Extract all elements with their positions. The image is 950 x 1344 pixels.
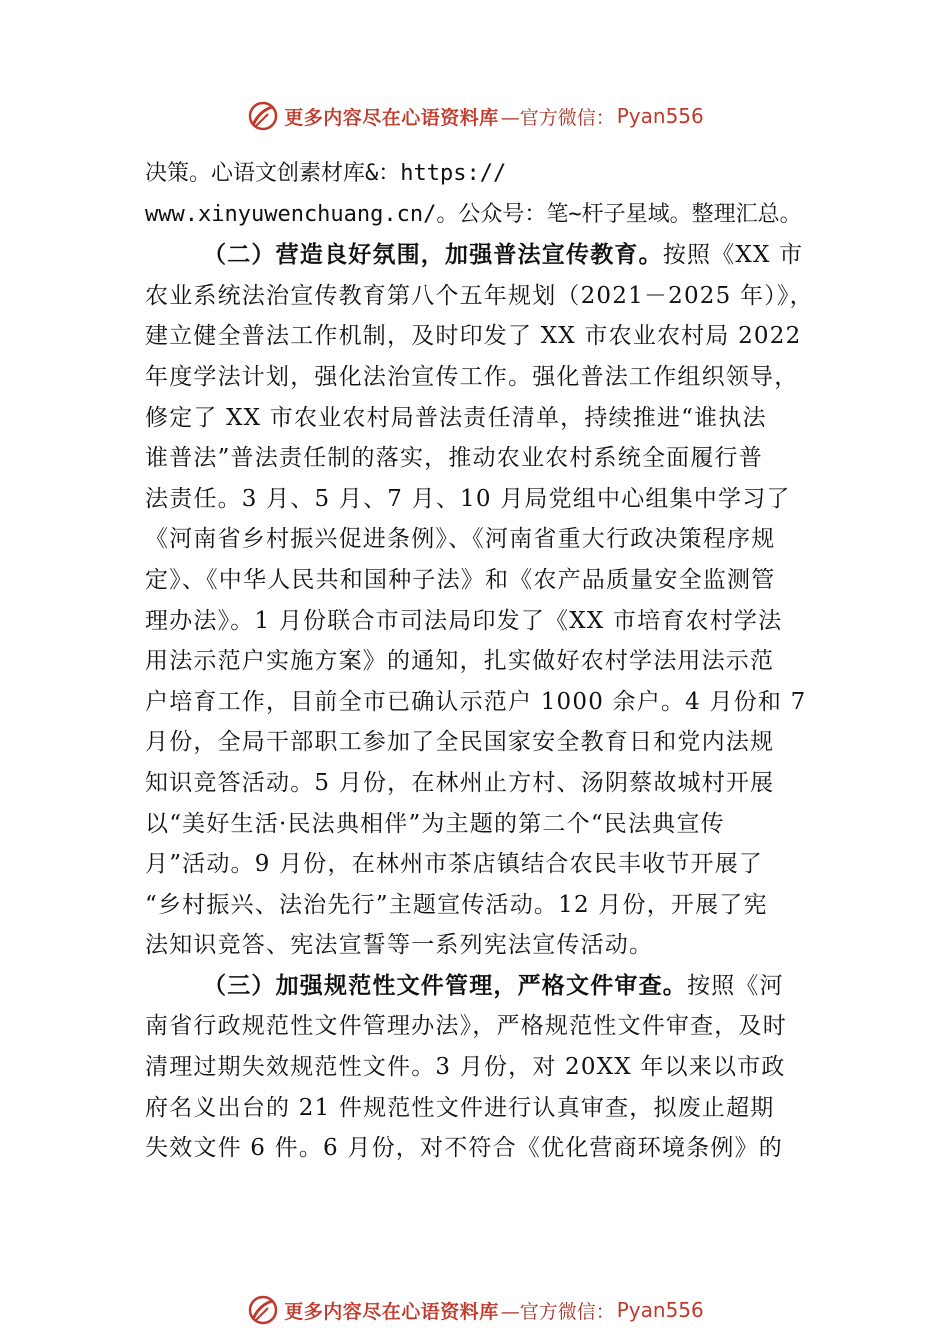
text-line: 建立健全普法工作机制，及时印发了 XX 市农业农村局 2022 bbox=[145, 323, 802, 350]
text-line: 农业系统法治宣传教育第八个五年规划（2021－2025 年）》， bbox=[145, 282, 814, 309]
text-line: 修定了 XX 市农业农村局普法责任清单，持续推进“谁执法 bbox=[145, 404, 767, 431]
text-line: 南省行政规范性文件管理办法》，严格规范性文件审查，及时 bbox=[145, 1013, 787, 1040]
header-watermark bbox=[0, 96, 950, 136]
section-2-first-line bbox=[145, 235, 810, 276]
text-line: 以“美好生活·民法典相伴”为主题的第二个“民法典宣传 bbox=[145, 810, 725, 837]
footer-watermark bbox=[0, 1290, 950, 1330]
document-body bbox=[145, 154, 814, 1169]
section-3-first-line bbox=[145, 966, 810, 1007]
text-line: 理办法》。1 月份联合市司法局印发了《XX 市培育农村学法 bbox=[145, 607, 783, 634]
text-line: 月份，全局干部职工参加了全民国家安全教育日和党内法规 bbox=[145, 729, 775, 756]
section-3-heading: （三）加强规范性文件管理，严格文件审查。 bbox=[203, 971, 687, 999]
header-wechat-id: Pyan556 bbox=[616, 104, 704, 128]
footer-site-name: 更多内容尽在心语资料库 bbox=[284, 1300, 499, 1323]
text-line: www.xinyuwenchuang.cn/。公众号：笔~杆子星域。整理汇总。 bbox=[145, 201, 802, 227]
text-line: 决策。心语文创素材库&：https:// bbox=[145, 161, 507, 186]
text-line: 府名义出台的 21 件规范性文件进行认真审查，拟废止超期 bbox=[145, 1094, 775, 1121]
text-line: 月”活动。9 月份，在林州市茶店镇结合农民丰收节开展了 bbox=[145, 851, 764, 878]
text-span: 按照《XX 市 bbox=[662, 242, 804, 269]
text-line: 用法示范户实施方案》的通知，扎实做好农村学法用法示范 bbox=[145, 648, 775, 675]
text-line: “乡村振兴、法治先行”主题宣传活动。12 月份，开展了宪 bbox=[145, 891, 768, 918]
text-line: 定》、《中华人民共和国种子法》和《农产品质量安全监测管 bbox=[145, 566, 776, 593]
text-line: 年度学法计划，强化法治宣传工作。强化普法工作组织领导， bbox=[145, 363, 799, 390]
text-line: 失效文件 6 件。6 月份，对不符合《优化营商环境条例》的 bbox=[145, 1135, 783, 1162]
text-line: 法责任。3 月、5 月、7 月、10 月局党组中心组集中学习了 bbox=[145, 485, 791, 512]
footer-wechat-id: Pyan556 bbox=[616, 1298, 704, 1322]
section-2-heading: （二）营造良好氛围，加强普法宣传教育。 bbox=[203, 241, 663, 269]
text-span: 按照《河 bbox=[687, 972, 784, 999]
text-line: 户培育工作，目前全市已确认示范户 1000 余户。4 月份和 7 bbox=[145, 688, 807, 715]
text-line: 知识竞答活动。5 月份，在林州止方村、汤阴蔡故城村开展 bbox=[145, 769, 775, 796]
brush-logo-icon bbox=[246, 99, 280, 133]
footer-wechat-label: —官方微信： bbox=[500, 1300, 615, 1323]
text-line: 清理过期失效规范性文件。3 月份，对 20XX 年以来以市政 bbox=[145, 1054, 786, 1081]
header-wechat-label: —官方微信： bbox=[500, 106, 615, 129]
brush-logo-icon bbox=[246, 1293, 280, 1327]
header-site-name: 更多内容尽在心语资料库 bbox=[284, 106, 499, 129]
text-line: 《河南省乡村振兴促进条例》、《河南省重大行政决策程序规 bbox=[145, 526, 776, 553]
text-line: 谁普法”普法责任制的落实，推动农业农村系统全面履行普 bbox=[145, 445, 763, 472]
text-line: 法知识竞答、宪法宣誓等一系列宪法宣传活动。 bbox=[145, 932, 654, 959]
